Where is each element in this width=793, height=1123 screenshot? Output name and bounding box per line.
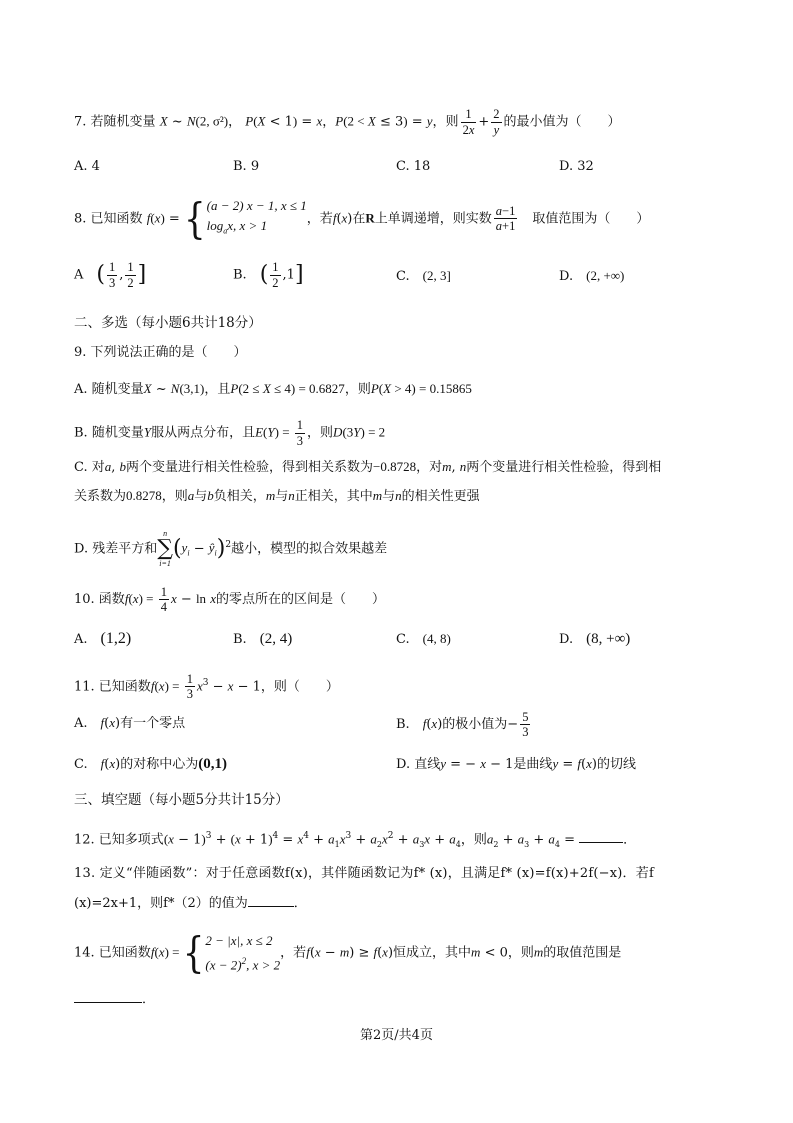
answer-blank[interactable] [74, 1002, 142, 1003]
section-3-heading: 三、填空题（每小题5分共计15分） [74, 792, 289, 808]
q10-option-a: A. (1,2) [74, 630, 132, 647]
q9-option-a: A. 随机变量X ~ N(3,1)，且P(2 ≤ X ≤ 4) = 0.6827，则P(X > 4) = 0.15865 [74, 381, 472, 397]
fraction: $\frac{1}{2x}$ [462, 107, 475, 137]
q9-option-b: B. 随机变量Y服从两点分布，且E(Y) = $\frac{1}{3}$ ，则D(3Y) = 2 [74, 418, 386, 448]
question-13-line2: (x)=2x+1，则f*（2）的值为 ． [74, 896, 307, 911]
question-8: 8. 已知函数 f(x) = { (a − 2) x − 1, x ≤ 1 $\log_ax$, x > 1 ，若f(x)在R上单调递增，则实数 $\frac{a-1}{a+1}$ 取值范围为（ ） [74, 193, 650, 244]
answer-blank[interactable] [579, 842, 623, 843]
q11-option-d: D. 直线y = − x − 1是曲线y = f(x)的切线 [396, 756, 636, 772]
question-12: 12. 已知多项式$(x - 1)^3 + (x + 1)^4 = x^4 + a_1x^3 + a_2x^2 + a_3x + a_4$，则$a_2 + a_3 + a_4$ = ． [74, 831, 637, 849]
q11-option-a: A. f(x)有一个零点 [74, 715, 186, 731]
question-9-stem: 9. 下列说法正确的是（ ） [74, 345, 247, 360]
q11-option-c: C. f(x)的对称中心为(0,1) [74, 756, 227, 772]
q7-option-b: B. 9 [233, 159, 260, 174]
question-14: 14. 已知函数f(x) = { 2 − |x|, x ≤ 2 $(x - 2)^2$, x > 2 ，若f(x − m) ≥ f(x)恒成立，其中m < 0，则m的取值范围是 [74, 928, 622, 979]
q10-option-b: B. (2, 4) [233, 631, 293, 647]
question-11: 11. 已知函数f(x) = $\frac{1}{3}$ $x^3 - x - 1$，则（ ） [74, 671, 339, 702]
q7-option-a: A. 4 [74, 159, 100, 174]
q8-option-d: D. (2, +∞) [559, 268, 625, 284]
q10-option-c: C. (4, 8) [396, 631, 451, 647]
question-13-line1: 13. 定义“伴随函数”：对于任意函数f(x)，其伴随函数记为f* (x)，且满足f* (x)=f(x)+2f(−x)．若f [74, 866, 654, 881]
q8-option-a: A ( $\frac{1}{3}$ , $\frac{1}{2}$ ] [74, 260, 147, 290]
question-7: 7. 若随机变量 X ~ N(2, σ²)， P(X < 1) = x，P(2 < X ≤ 3) = y，则 $\frac{1}{2x}$ + $\frac{2}{y}$ 的最小值为（ ） [74, 107, 621, 137]
question-10: 10. 函数f(x) = $\frac{1}{4}$ x − ln x的零点所在的区间是（ ） [74, 584, 385, 614]
q9-option-c-line2: 关系数为0.8278，则a与b负相关，m与n正相关，其中m与n的相关性更强 [74, 488, 480, 504]
answer-blank[interactable] [248, 906, 294, 907]
page-footer: 第2页/共4页 [360, 1028, 433, 1043]
q8-option-c: C. (2, 3] [396, 268, 451, 284]
q7-option-d: D. 32 [559, 159, 594, 174]
q9-option-c-line1: C. 对a, b两个变量进行相关性检验，得到相关系数为−0.8728，对m, n两个变量进行相关性检验，得到相 [74, 459, 662, 475]
q8-option-b: B. ( $\frac{1}{2}$ ,1] [233, 260, 304, 290]
q11-option-b: B. f(x)的极小值为− $\frac{5}{3}$ [396, 709, 529, 739]
q10-option-d: D. (8, +∞) [559, 631, 631, 647]
question-14-answer-line: ． [74, 990, 727, 1010]
q9-option-d: D. 残差平方和 n ∑ i=1 ($y_i$ − $ŷ_i)^2$越小，模型的拟合效果越差 [74, 528, 388, 568]
section-2-heading: 二、多选（每小题6共计18分） [74, 315, 262, 331]
q7-option-c: C. 18 [396, 159, 431, 174]
